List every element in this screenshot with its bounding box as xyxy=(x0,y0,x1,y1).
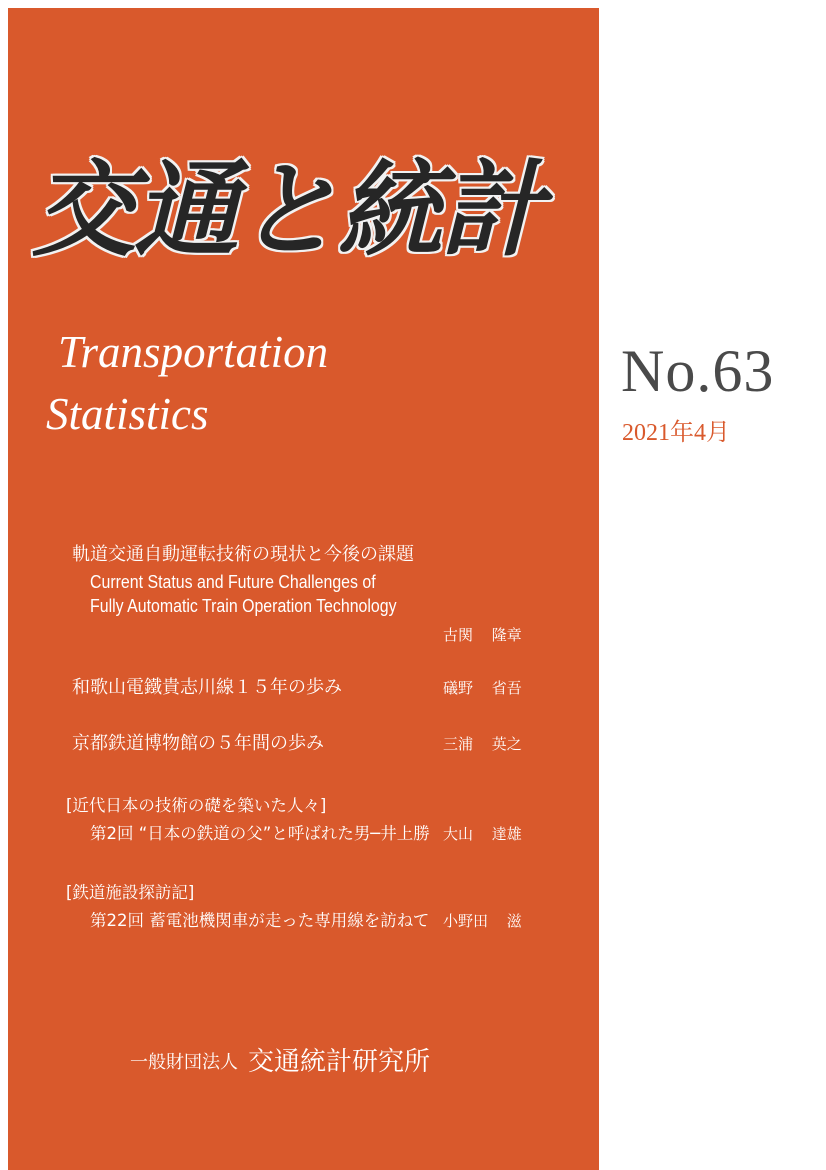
article-author: 大山 達雄 xyxy=(443,825,522,843)
article-series: [近代日本の技術の礎を築いた人々] xyxy=(66,796,327,815)
article-title-en-line2: Fully Automatic Train Operation Technology xyxy=(90,595,397,616)
article-title: 京都鉄道博物館の５年間の歩み xyxy=(72,733,324,754)
journal-title-en-line2: Statistics xyxy=(46,389,209,439)
publisher xyxy=(130,1041,430,1078)
article-author: 古関 隆章 xyxy=(443,626,522,644)
article-title: 第22回 蓄電池機関車が走った専用線を訪ねて xyxy=(90,911,430,930)
article-author: 小野田 滋 xyxy=(443,912,522,930)
publisher-org-type: 一般財団法人 xyxy=(130,1052,238,1072)
article-author: 三浦 英之 xyxy=(443,735,522,753)
article-title: 軌道交通自動運転技術の現状と今後の課題 xyxy=(72,544,414,565)
issue-number: No.63 xyxy=(621,338,775,404)
issue-date: 2021年4月 xyxy=(622,420,730,446)
article-title: 和歌山電鐵貴志川線１５年の歩み xyxy=(72,677,342,698)
journal-title-en-line1: Transportation xyxy=(58,327,329,377)
journal-title: 交通と統計 xyxy=(32,149,543,271)
article-title: 第2回 “日本の鉄道の父”と呼ばれた男─井上勝 xyxy=(90,824,430,843)
article-series: [鉄道施設探訪記] xyxy=(66,883,195,902)
article-author: 礒野 省吾 xyxy=(443,679,522,697)
publisher-name: 交通統計研究所 xyxy=(248,1047,431,1076)
article-title-en-line1: Current Status and Future Challenges of xyxy=(90,571,376,592)
